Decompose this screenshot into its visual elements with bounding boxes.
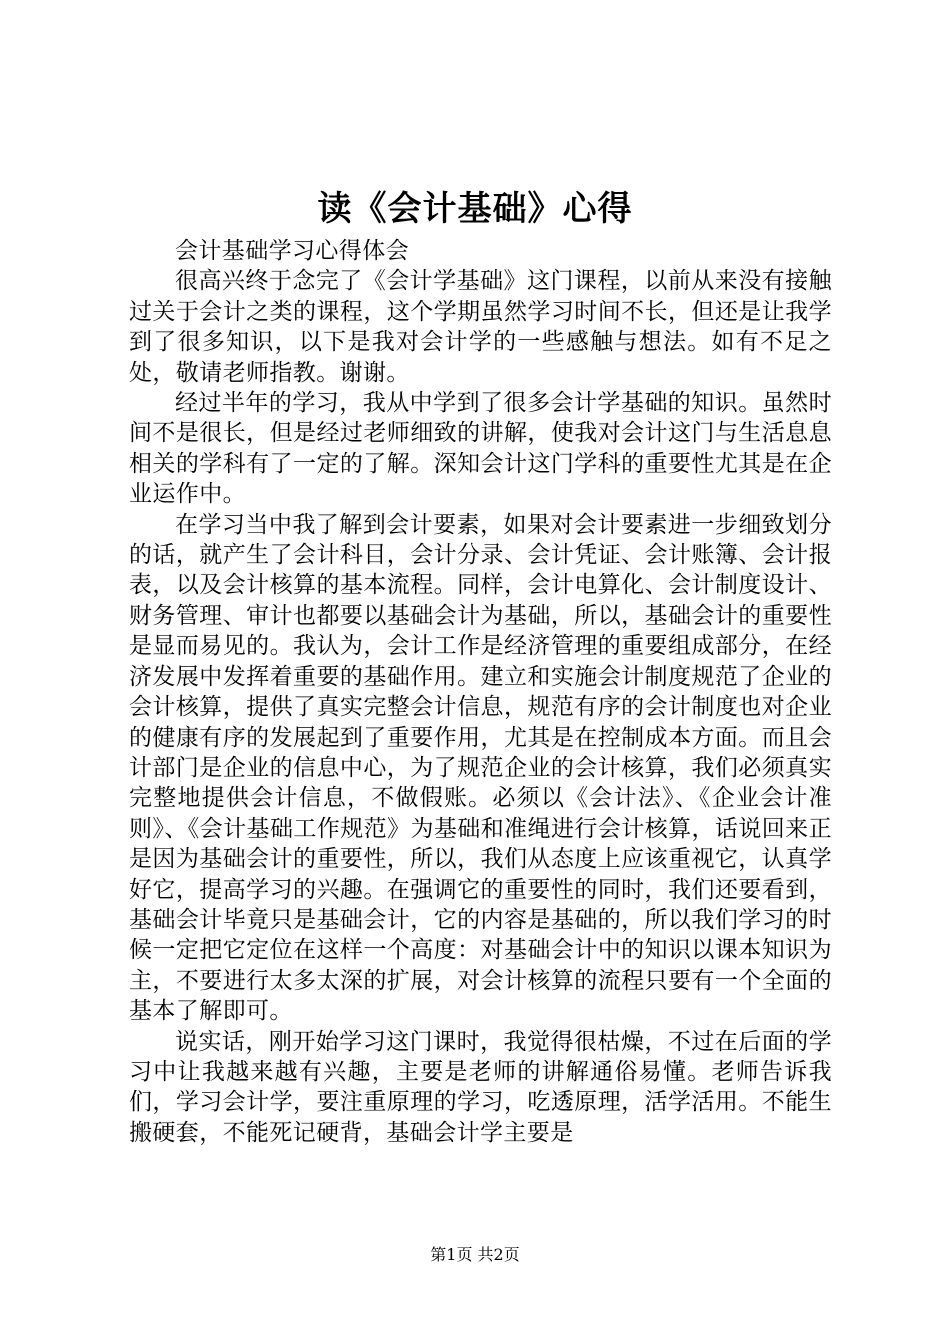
paragraph-1: 很高兴终于念完了《会计学基础》这门课程，以前从来没有接触过关于会计之类的课程，这个学期虽然学习时间不长，但还是让我学到了很多知识，以下是我对会计学的一些感触与想法。如有不足之处，敬请老师指教。谢谢。 [129,268,832,386]
page-number-footer: 第1页 共2页 [430,1245,520,1264]
paragraph-2: 经过半年的学习，我从中学到了很多会计学基础的知识。虽然时间不是很长，但是经过老师细致的讲解，使我对会计这门与生活息息相关的学科有了一定的了解。深知会计这门学科的重要性尤其是在企业运作中。 [129,390,832,508]
paragraph-3: 在学习当中我了解到会计要素，如果对会计要素进一步细致划分的话，就产生了会计科目，会计分录、会计凭证、会计账簿、会计报表，以及会计核算的基本流程。同样，会计电算化、会计制度设计、财务管理、审计也都要以基础会计为基础，所以，基础会计的重要性是显而易见的。我认为，会计工作是经济管理的重要组成部分，在经济发展中发挥着重要的基础作用。建立和实施会计制度规范了企业的会计核算，提供了真实完整会计信息，规范有序的会计制度也对企业的健康有序的发展起到了重要作用，尤其是在控制成本方面。而且会计部门是企业的信息中心，为了规范企业的会计核算，我们必须真实完整地提供会计信息，不做假账。必须以《会计法》、《企业会计准则》、《会计基础工作规范》为基础和准绳进行会计核算，话说回来正是因为基础会计的重要性，所以，我们从态度上应该重视它，认真学好它，提高学习的兴趣。在强调它的重要性的同时，我们还要看到，基础会计毕竟只是基础会计，它的内容是基础的，所以我们学习的时候一定把它定位在这样一个高度：对基础会计中的知识以课本知识为主，不要进行太多太深的扩展，对会计核算的流程只要有一个全面的基本了解即可。 [129,511,832,1025]
paragraph-4: 说实话，刚开始学习这门课时，我觉得很枯燥，不过在后面的学习中让我越来越有兴趣，主要是老师的讲解通俗易懂。老师告诉我们，学习会计学，要注重原理的学习，吃透原理，活学活用。不能生搬硬套，不能死记硬背，基础会计学主要是 [129,1028,832,1146]
document-body [129,236,832,1148]
document-subtitle: 会计基础学习心得体会 [175,238,409,264]
document-title: 读《会计基础》心得 [317,189,633,229]
